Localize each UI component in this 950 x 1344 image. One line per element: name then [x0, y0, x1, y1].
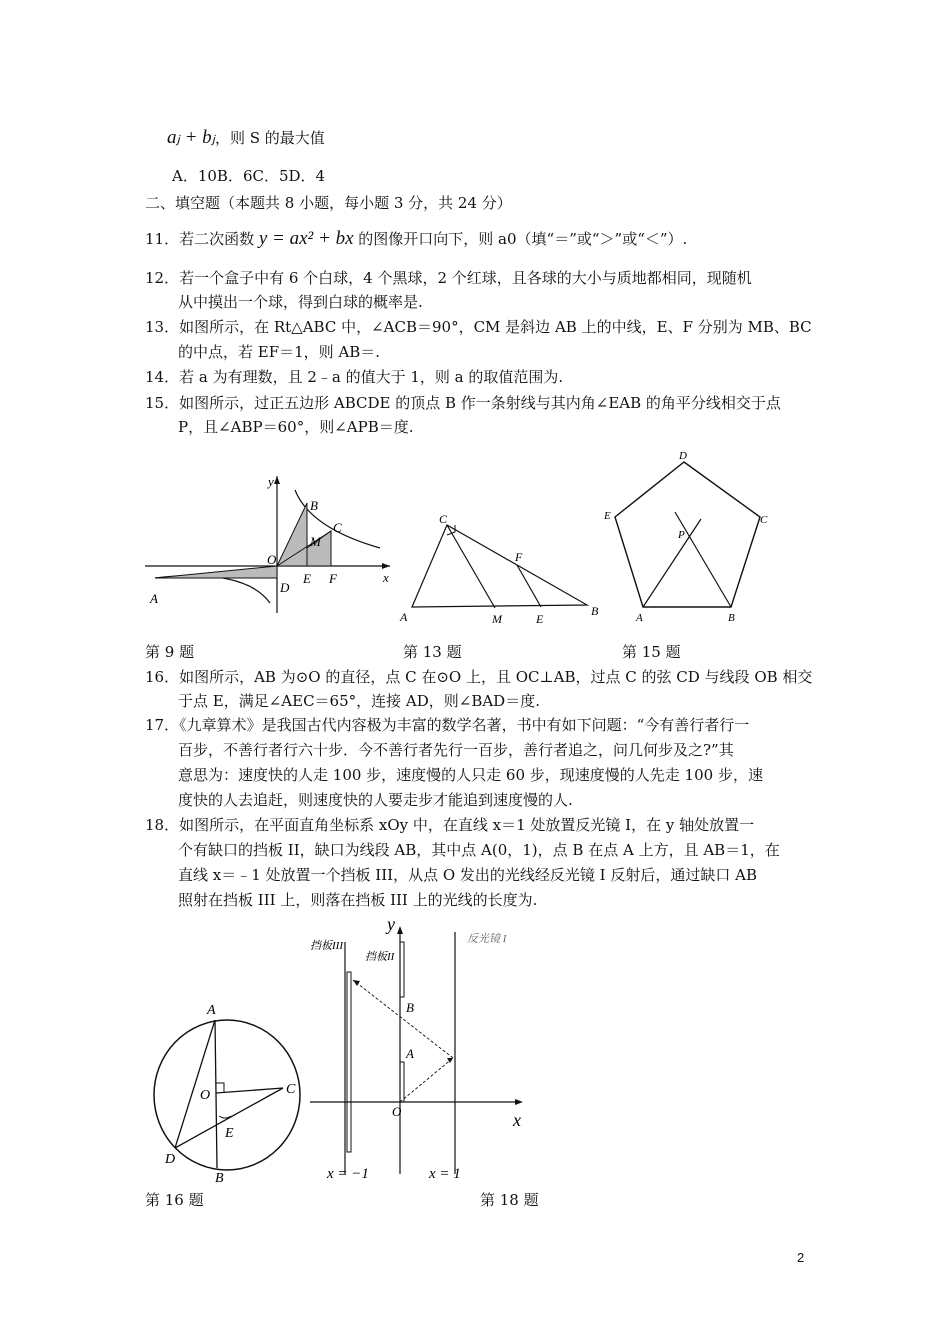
fig15-caption: 第 15 题 — [622, 643, 681, 661]
q11-post: 的图像开口向下，则 a0（填“＝”或“＞”或“＜”）. — [353, 230, 688, 248]
top-line — [167, 128, 325, 148]
fig13-label-B: B — [591, 604, 599, 618]
question-16-line-1: 16．如图所示，AB 为⊙O 的直径，点 C 在⊙O 上，且 OC⊥AB，过点 C 的弦 CD 与线段 OB 相交 — [145, 668, 813, 686]
fig9-label-O: O — [267, 552, 277, 567]
fig15-label-A: A — [636, 612, 643, 624]
top-math: aⱼ + bⱼ — [167, 127, 215, 148]
fig18-label-x1: x = 1 — [429, 1166, 461, 1182]
fig16-label-D: D — [165, 1152, 176, 1167]
fig9-label-C: C — [333, 520, 342, 535]
fig15-label-D: D — [679, 450, 687, 462]
question-11 — [145, 229, 687, 249]
question-17-line-4: 度快的人去追赶，则速度快的人要走步才能追到速度慢的人. — [178, 791, 573, 809]
fig15-label-B: B — [728, 612, 735, 624]
question-12-line-2: 从中摸出一个球，得到白球的概率是. — [178, 293, 423, 311]
q11-pre: 11．若二次函数 — [145, 230, 259, 248]
page-number: 2 — [797, 1250, 805, 1265]
top-text: ，则 S 的最大值 — [214, 129, 325, 147]
fig16-label-B: B — [215, 1171, 224, 1185]
fig15-label-C: C — [760, 514, 768, 526]
fig15-label-P: P — [678, 529, 685, 541]
fig9-label-x: x — [383, 570, 389, 585]
question-13-line-2: 的中点，若 EF＝1，则 AB＝. — [178, 343, 381, 361]
fig9-caption: 第 9 题 — [145, 643, 195, 661]
options-line: A．10B．6C．5D．4 — [172, 167, 326, 185]
fig16-label-A: A — [207, 1003, 216, 1018]
fig18-label-mirror: 反光镜 I — [467, 933, 507, 945]
fig18-label-board2: 挡板II — [365, 951, 395, 963]
fig9-label-A: A — [150, 591, 158, 606]
question-17-line-3: 意思为：速度快的人走 100 步，速度慢的人只走 60 步，现速度慢的人先走 100 步，速 — [178, 766, 763, 784]
section-title: 二、填空题（本题共 8 小题，每小题 3 分，共 24 分） — [145, 194, 512, 212]
fig18-caption: 第 18 题 — [480, 1191, 539, 1209]
question-18-line-4: 照射在挡板 III 上，则落在挡板 III 上的光线的长度为. — [178, 891, 538, 909]
figure-9 — [145, 468, 400, 618]
fig9-label-y: y — [268, 474, 274, 489]
question-12-line-1: 12．若一个盒子中有 6 个白球，4 个黑球，2 个红球，且各球的大小与质地都相同，现随机 — [145, 269, 752, 287]
q11-math: y = ax² + bx — [258, 228, 354, 249]
question-18-line-1: 18．如图所示，在平面直角坐标系 xOy 中，在直线 x＝1 处放置反光镜 I，在 y 轴处放置一 — [145, 816, 755, 834]
figure-16 — [145, 1000, 305, 1185]
fig16-caption: 第 16 题 — [145, 1191, 204, 1209]
fig15-label-E: E — [604, 510, 611, 522]
figure-13 — [395, 505, 610, 627]
question-15-line-2: P，且∠ABP＝60°，则∠APB＝度. — [178, 418, 414, 436]
fig9-label-M: M — [310, 534, 321, 549]
fig18-label-A: A — [406, 1046, 414, 1061]
fig18-label-x: x — [513, 1110, 521, 1130]
question-18-line-3: 直线 x＝﹣1 处放置一个挡板 III，从点 O 发出的光线经反光镜 I 反射后，通过缺口 AB — [178, 866, 758, 884]
question-14-line-1: 14．若 a 为有理数，且 2﹣a 的值大于 1，则 a 的取值范围为. — [145, 368, 564, 386]
fig13-caption: 第 13 题 — [403, 643, 462, 661]
fig13-label-E: E — [536, 612, 544, 626]
fig16-label-O: O — [200, 1088, 211, 1103]
fig18-label-board3: 挡板III — [310, 940, 343, 952]
fig13-label-F: F — [515, 550, 523, 564]
fig9-label-B: B — [310, 498, 318, 513]
fig9-label-E: E — [303, 571, 311, 586]
fig16-label-E: E — [225, 1126, 234, 1141]
fig16-label-C: C — [286, 1082, 296, 1097]
fig13-label-C: C — [439, 512, 448, 526]
question-18-line-2: 个有缺口的挡板 II，缺口为线段 AB，其中点 A(0，1)，点 B 在点 A 上方，且 AB＝1，在 — [178, 841, 780, 859]
fig18-label-xm1: x = −1 — [327, 1166, 369, 1182]
fig18-label-O: O — [392, 1104, 402, 1119]
question-17-line-2: 百步，不善行者行六十步．今不善行者先行一百步，善行者追之，问几何步及之?”其 — [178, 741, 734, 759]
figure-15 — [598, 447, 783, 629]
fig18-label-B: B — [406, 1000, 414, 1015]
fig13-label-A: A — [400, 610, 408, 624]
figure-18 — [305, 912, 535, 1187]
fig9-label-F: F — [329, 571, 337, 586]
fig13-label-M: M — [492, 612, 502, 626]
question-17-line-1: 17．《九章算术》是我国古代内容极为丰富的数学名著，书中有如下问题：“今有善行者行一 — [145, 716, 750, 734]
question-13-line-1: 13．如图所示，在 Rt△ABC 中，∠ACB＝90°，CM 是斜边 AB 上的中线，E、F 分别为 MB、BC — [145, 318, 812, 336]
fig18-label-y: y — [387, 914, 395, 934]
question-16-line-2: 于点 E，满足∠AEC＝65°，连接 AD，则∠BAD＝度. — [178, 692, 540, 710]
fig9-label-D: D — [280, 580, 290, 595]
question-15-line-1: 15．如图所示，过正五边形 ABCDE 的顶点 B 作一条射线与其内角∠EAB 的角平分线相交于点 — [145, 394, 781, 412]
